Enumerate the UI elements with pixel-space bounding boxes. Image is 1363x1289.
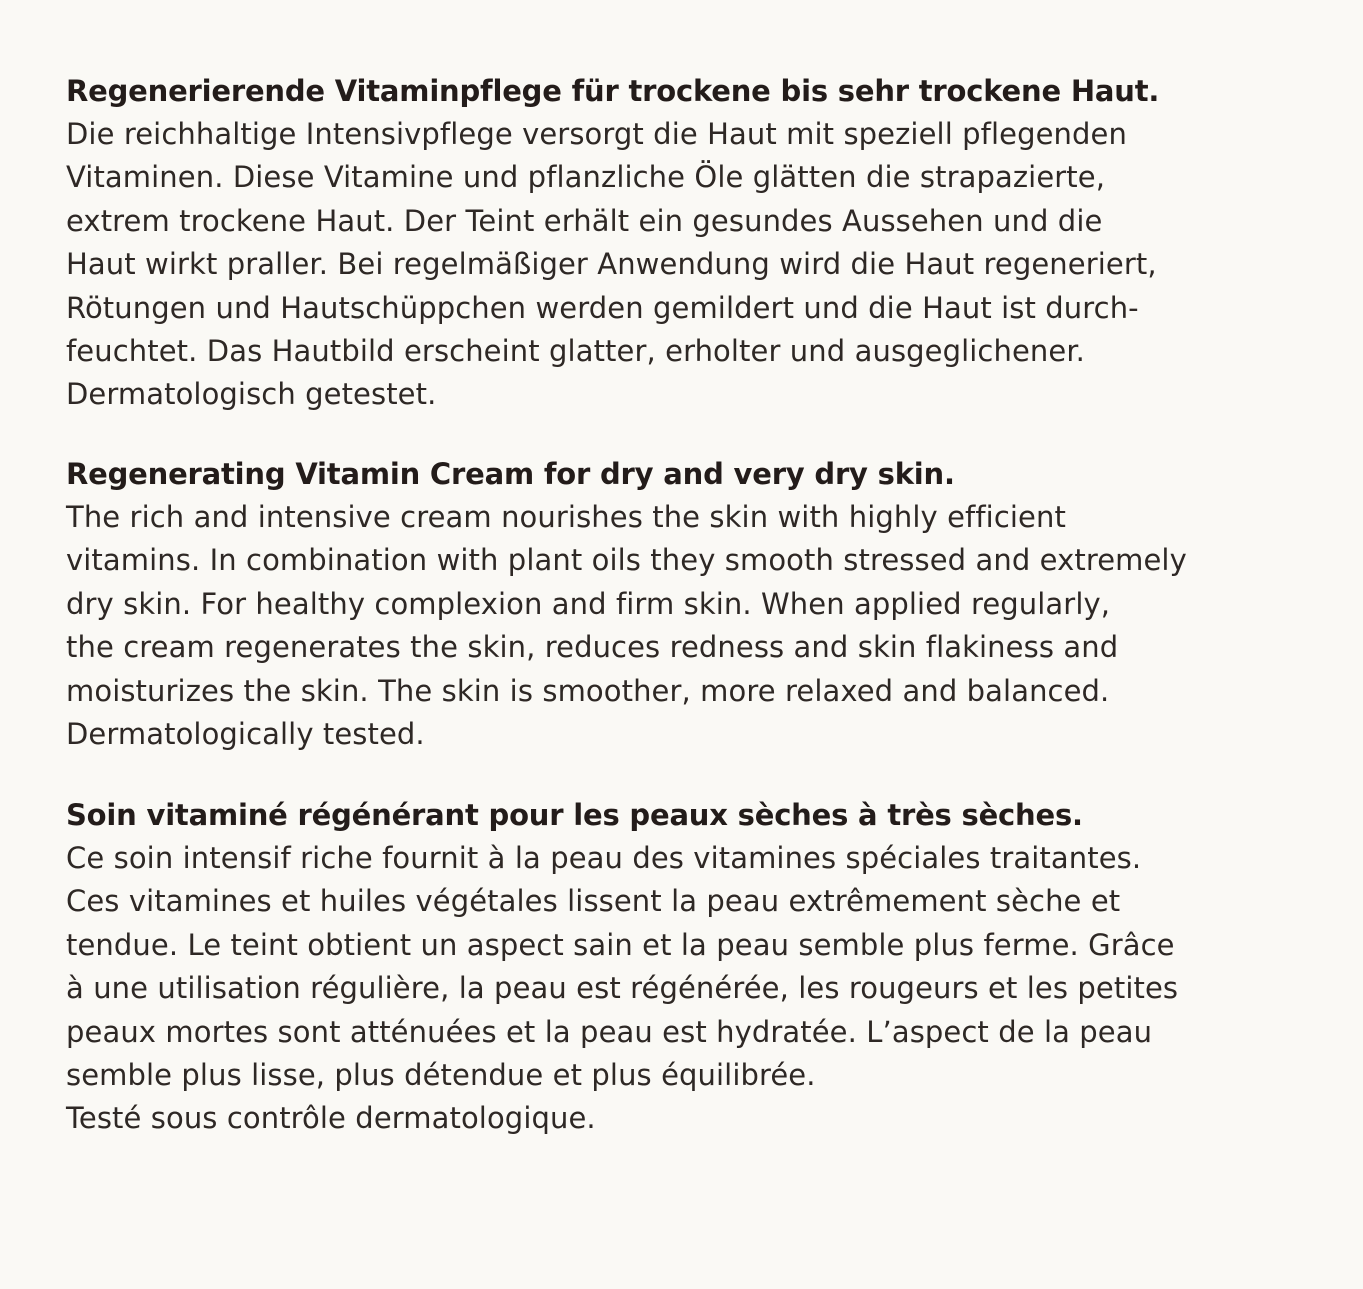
english-heading: Regenerating Vitamin Cream for dry and very dry skin. [66,457,955,491]
german-line: feuchtet. Das Hautbild erscheint glatter, erholter und ausgeglichener. [66,334,1085,369]
french-line: semble plus lisse, plus détendue et plus équilibrée. [66,1058,816,1093]
french-line: tendue. Le teint obtient un aspect sain et la peau semble plus ferme. Grâce [66,927,1175,962]
german-heading: Regenerierende Vitaminpflege für trockene bis sehr trockene Haut. [66,74,1160,108]
german-line: extrem trockene Haut. Der Teint erhält ein gesundes Aussehen und die [66,203,1103,238]
english-line: The rich and intensive cream nourishes the skin with highly efficient [66,500,1066,534]
german-line: Rötungen und Hautschüppchen werden gemildert und die Haut ist durch- [66,290,1139,325]
french-line: Ce soin intensif riche fournit à la peau des vitamines spéciales traitantes. [66,841,1142,875]
english-section [66,453,1336,756]
english-line: the cream regenerates the skin, reduces redness and skin flakiness and [66,630,1119,665]
german-line: Haut wirkt praller. Bei regelmäßiger Anwendung wird die Haut regeneriert, [66,247,1157,282]
french-section [66,794,1336,1141]
german-section [66,70,1336,417]
german-line: Die reichhaltige Intensivpflege versorgt die Haut mit speziell pflegenden [66,117,1127,151]
english-line: vitamins. In combination with plant oils they smooth stressed and extremely [66,543,1187,578]
french-line: Testé sous contrôle dermatologique. [66,1101,596,1136]
french-heading: Soin vitaminé régénérant pour les peaux sèches à très sèches. [66,798,1083,832]
german-line: Vitaminen. Diese Vitamine und pflanzliche Öle glätten die strapazierte, [66,160,1106,195]
french-line: à une utilisation régulière, la peau est régénérée, les rougeurs et les petites [66,971,1179,1006]
french-line: Ces vitamines et huiles végétales lissent la peau extrêmement sèche et [66,884,1121,919]
french-line: peaux mortes sont atténuées et la peau est hydratée. L’aspect de la peau [66,1014,1153,1049]
german-line: Dermatologisch getestet. [66,377,437,412]
english-line: moisturizes the skin. The skin is smoother, more relaxed and balanced. [66,673,1110,708]
english-line: Dermatologically tested. [66,717,425,752]
english-line: dry skin. For healthy complexion and firm skin. When applied regularly, [66,586,1111,621]
